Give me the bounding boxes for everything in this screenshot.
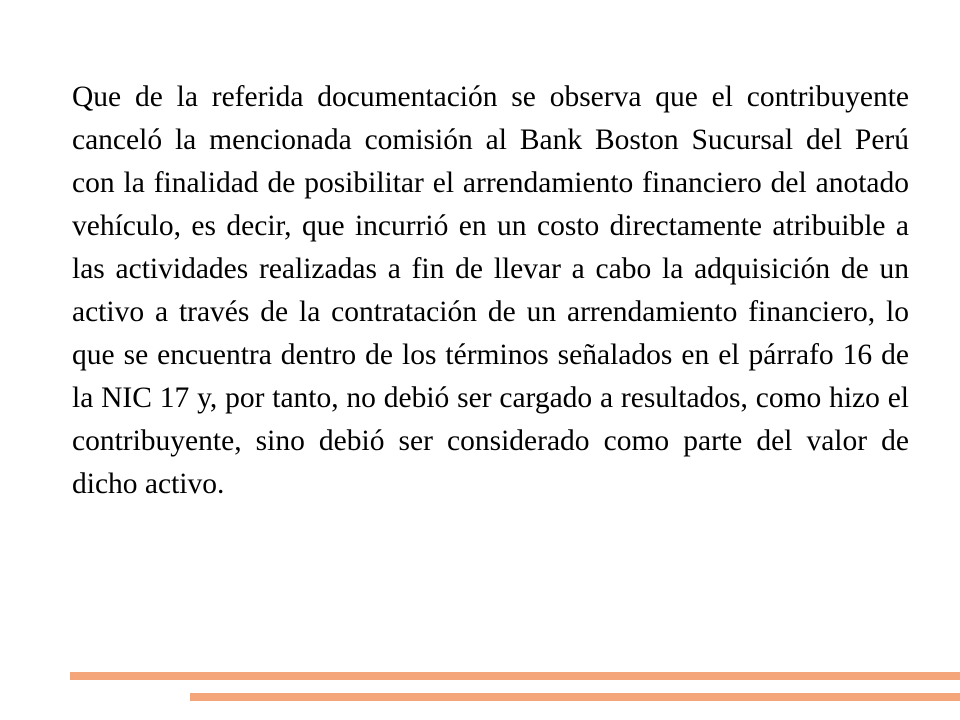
accent-bar-bottom (190, 693, 960, 701)
body-paragraph: Que de la referida documentación se observa que el contribuyente canceló la mencionada comisión al Bank Boston Sucursal del Perú con la finalidad de posibilitar el arrendamiento financiero del anotado vehículo, es decir, que incurrió en un costo directamente atribuible a las actividades realizadas a fin de llevar a cabo la adquisición de un activo a través de la contratación de un arrendamiento financiero, lo que se encuentra dentro de los términos señalados en el párrafo 16 de la NIC 17 y, por tanto, no debió ser cargado a resultados, como hizo el contribuyente, sino debió ser considerado como parte del valor de dicho activo. (72, 81, 909, 500)
accent-bar-top (70, 672, 960, 680)
